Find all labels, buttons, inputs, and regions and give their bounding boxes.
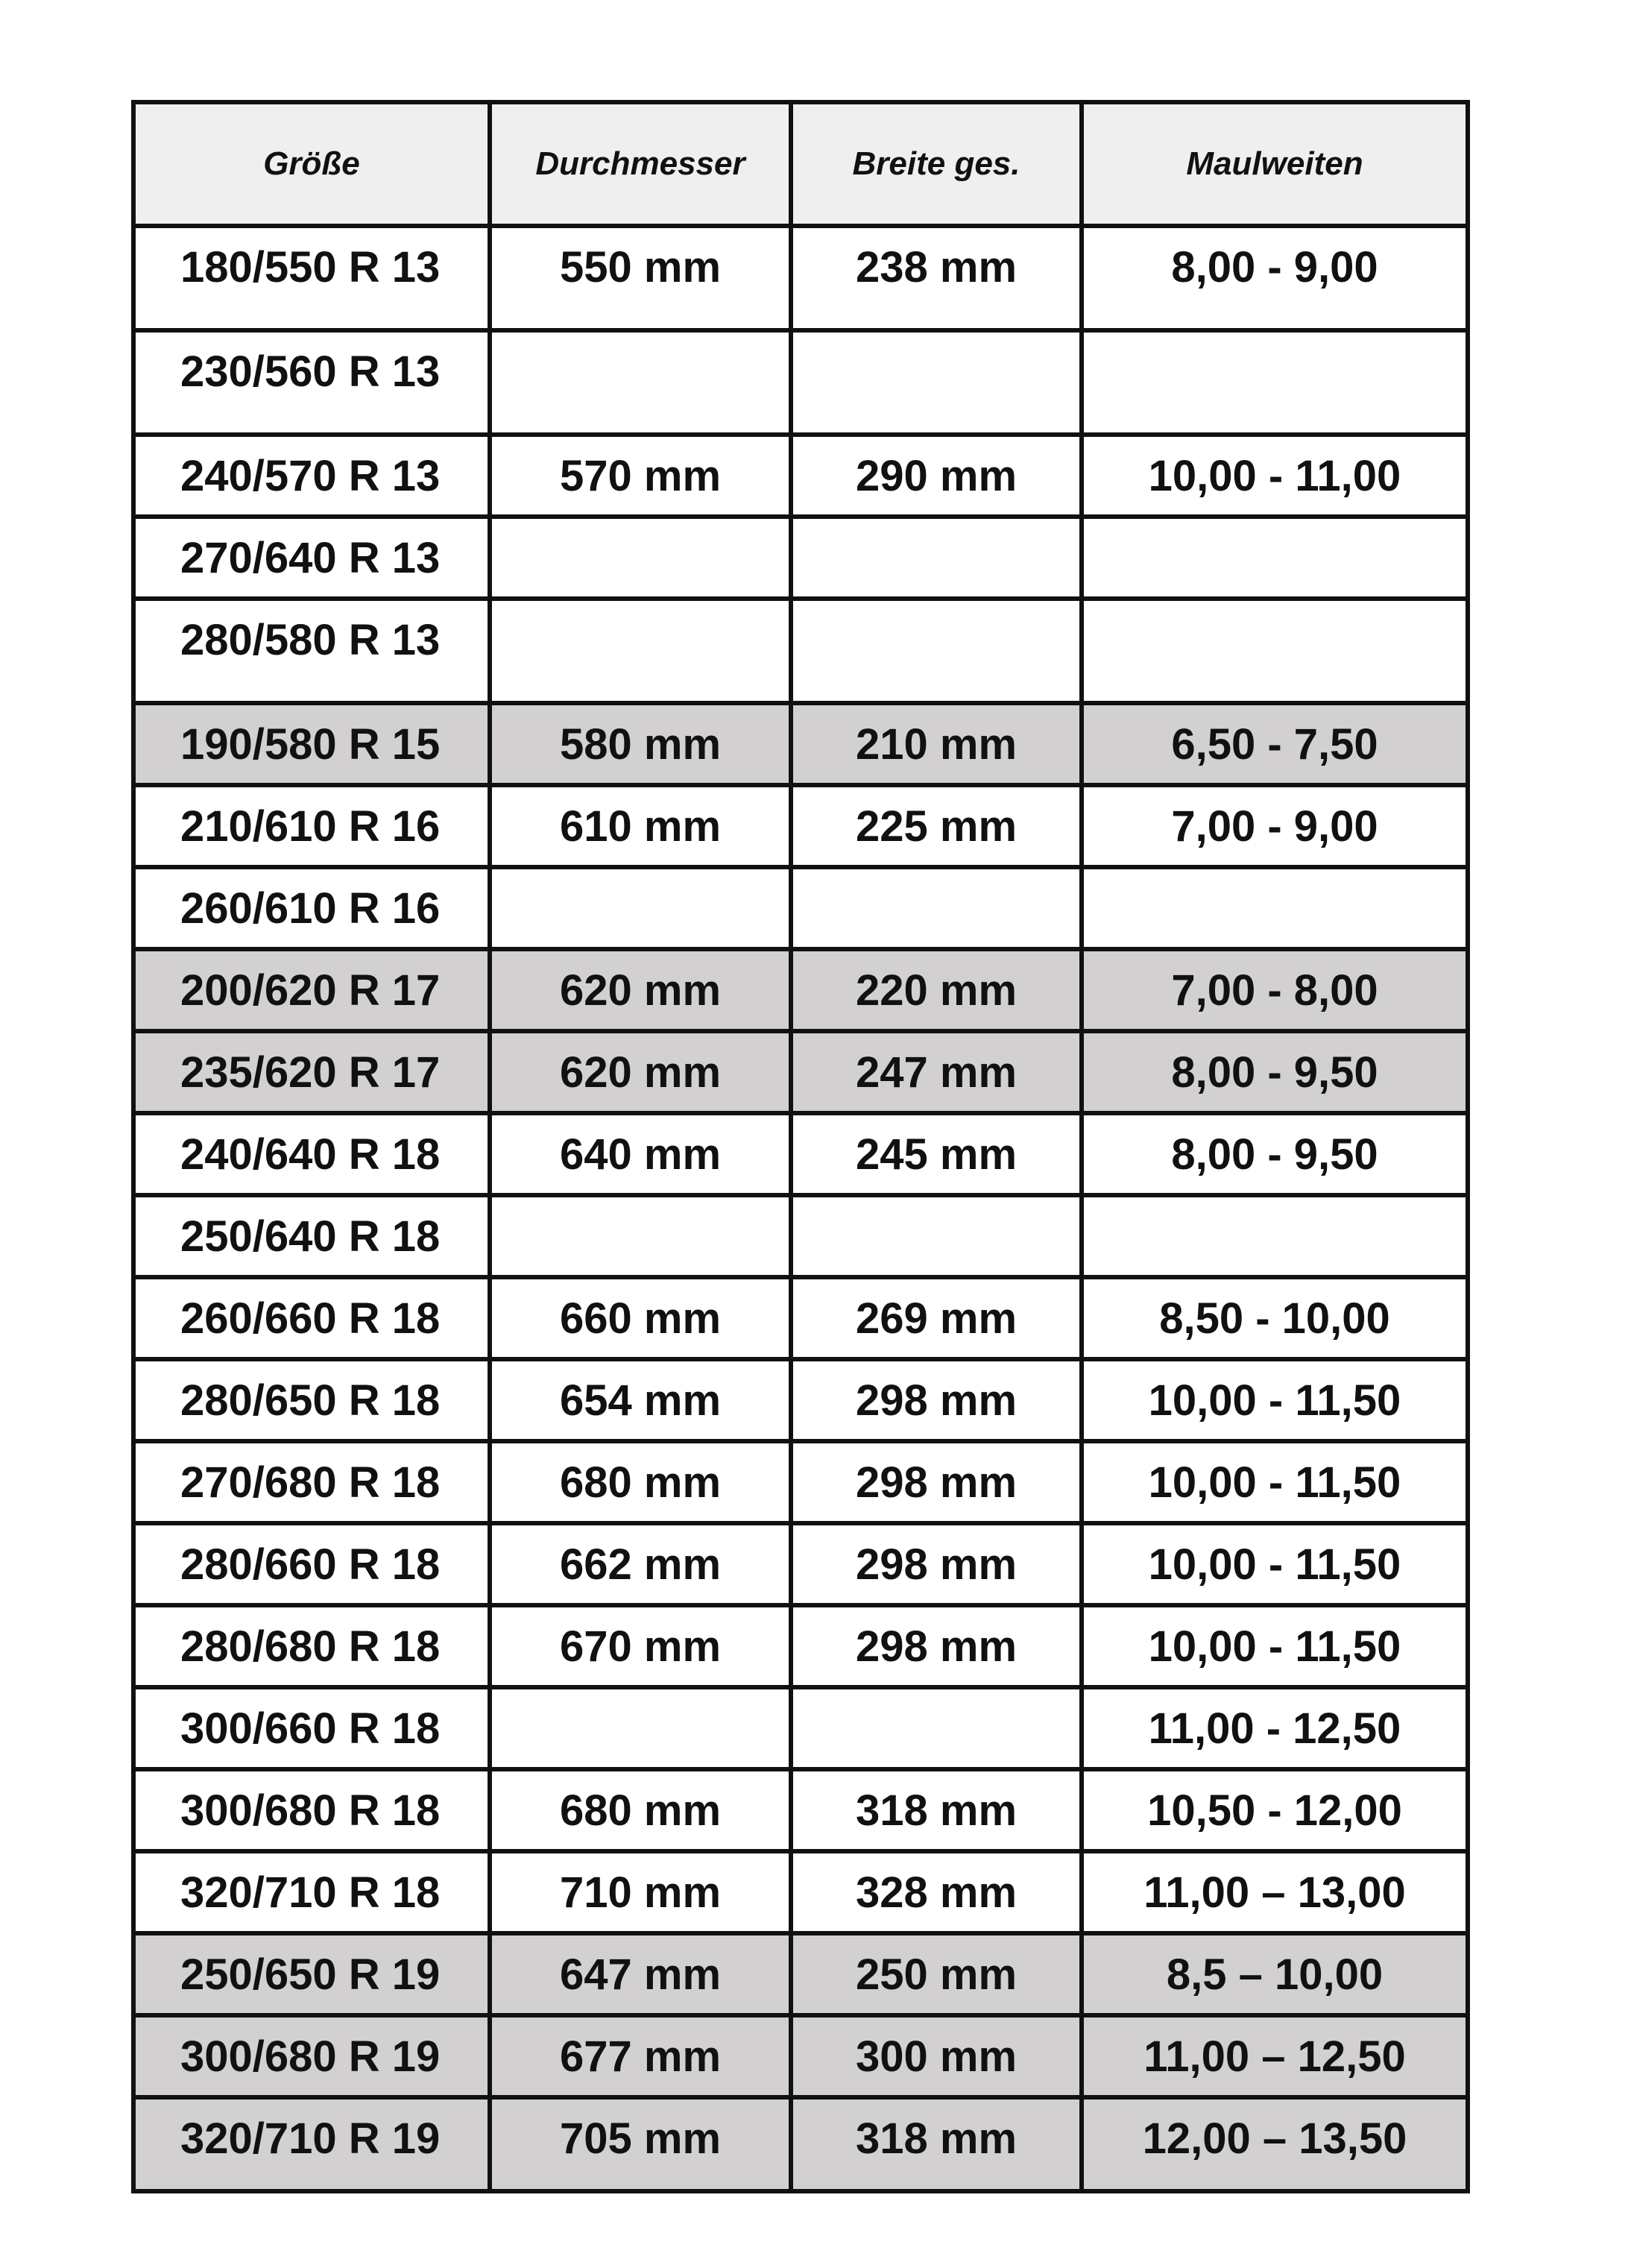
cell-size: 280/680 R 18 <box>133 1605 490 1687</box>
table-row <box>133 1031 1468 1113</box>
cell-diameter <box>490 599 791 703</box>
table-row <box>133 1359 1468 1441</box>
cell-width: 238 mm <box>791 226 1082 330</box>
header-breite: Breite ges. <box>791 102 1082 226</box>
cell-width: 225 mm <box>791 785 1082 867</box>
table-row <box>133 1605 1468 1687</box>
cell-rim-width: 12,00 – 13,50 <box>1082 2097 1468 2191</box>
cell-rim-width: 10,00 - 11,50 <box>1082 1441 1468 1523</box>
cell-size: 270/640 R 13 <box>133 517 490 599</box>
cell-rim-width: 8,00 - 9,50 <box>1082 1031 1468 1113</box>
table-row <box>133 867 1468 949</box>
cell-diameter: 654 mm <box>490 1359 791 1441</box>
cell-size: 300/680 R 18 <box>133 1769 490 1851</box>
table-row <box>133 1113 1468 1195</box>
cell-rim-width <box>1082 517 1468 599</box>
cell-rim-width <box>1082 867 1468 949</box>
cell-diameter <box>490 1687 791 1769</box>
table-row <box>133 1277 1468 1359</box>
cell-size: 190/580 R 15 <box>133 703 490 785</box>
cell-diameter: 620 mm <box>490 1031 791 1113</box>
cell-size: 260/610 R 16 <box>133 867 490 949</box>
cell-diameter: 710 mm <box>490 1851 791 1933</box>
cell-rim-width: 8,00 - 9,00 <box>1082 226 1468 330</box>
cell-size: 280/580 R 13 <box>133 599 490 703</box>
cell-width: 245 mm <box>791 1113 1082 1195</box>
cell-size: 180/550 R 13 <box>133 226 490 330</box>
cell-width: 250 mm <box>791 1933 1082 2015</box>
cell-width <box>791 599 1082 703</box>
table-row <box>133 949 1468 1031</box>
cell-rim-width: 8,50 - 10,00 <box>1082 1277 1468 1359</box>
cell-rim-width: 6,50 - 7,50 <box>1082 703 1468 785</box>
cell-width: 318 mm <box>791 1769 1082 1851</box>
cell-width <box>791 1195 1082 1277</box>
cell-diameter: 662 mm <box>490 1523 791 1605</box>
cell-size: 270/680 R 18 <box>133 1441 490 1523</box>
cell-width: 300 mm <box>791 2015 1082 2097</box>
cell-size: 320/710 R 19 <box>133 2097 490 2191</box>
cell-diameter: 647 mm <box>490 1933 791 2015</box>
cell-size: 280/650 R 18 <box>133 1359 490 1441</box>
cell-diameter <box>490 867 791 949</box>
cell-diameter: 580 mm <box>490 703 791 785</box>
cell-width: 298 mm <box>791 1359 1082 1441</box>
cell-width: 220 mm <box>791 949 1082 1031</box>
cell-diameter <box>490 330 791 435</box>
cell-width: 298 mm <box>791 1523 1082 1605</box>
cell-width <box>791 1687 1082 1769</box>
table-row <box>133 1441 1468 1523</box>
cell-size: 210/610 R 16 <box>133 785 490 867</box>
cell-diameter <box>490 1195 791 1277</box>
cell-diameter: 680 mm <box>490 1769 791 1851</box>
table-row <box>133 1195 1468 1277</box>
cell-rim-width: 7,00 - 9,00 <box>1082 785 1468 867</box>
cell-diameter <box>490 517 791 599</box>
cell-diameter: 660 mm <box>490 1277 791 1359</box>
cell-size: 250/640 R 18 <box>133 1195 490 1277</box>
cell-diameter: 705 mm <box>490 2097 791 2191</box>
header-durchmesser: Durchmesser <box>490 102 791 226</box>
cell-rim-width <box>1082 1195 1468 1277</box>
table-row <box>133 1933 1468 2015</box>
table-row <box>133 1851 1468 1933</box>
cell-width: 318 mm <box>791 2097 1082 2191</box>
header-maulweiten: Maulweiten <box>1082 102 1468 226</box>
cell-width: 290 mm <box>791 435 1082 517</box>
table-body <box>133 226 1468 2191</box>
table-row <box>133 435 1468 517</box>
table-row <box>133 1769 1468 1851</box>
cell-rim-width: 10,00 - 11,50 <box>1082 1605 1468 1687</box>
table-row <box>133 785 1468 867</box>
cell-rim-width <box>1082 330 1468 435</box>
table-row <box>133 517 1468 599</box>
cell-rim-width: 8,5 – 10,00 <box>1082 1933 1468 2015</box>
cell-rim-width <box>1082 599 1468 703</box>
cell-diameter: 640 mm <box>490 1113 791 1195</box>
table-row <box>133 2097 1468 2191</box>
cell-diameter: 670 mm <box>490 1605 791 1687</box>
cell-width: 210 mm <box>791 703 1082 785</box>
cell-size: 250/650 R 19 <box>133 1933 490 2015</box>
cell-rim-width: 10,50 - 12,00 <box>1082 1769 1468 1851</box>
cell-size: 320/710 R 18 <box>133 1851 490 1933</box>
cell-size: 235/620 R 17 <box>133 1031 490 1113</box>
cell-size: 200/620 R 17 <box>133 949 490 1031</box>
cell-rim-width: 11,00 – 12,50 <box>1082 2015 1468 2097</box>
cell-width: 247 mm <box>791 1031 1082 1113</box>
cell-size: 260/660 R 18 <box>133 1277 490 1359</box>
cell-size: 280/660 R 18 <box>133 1523 490 1605</box>
table-row <box>133 703 1468 785</box>
cell-diameter: 677 mm <box>490 2015 791 2097</box>
cell-size: 240/640 R 18 <box>133 1113 490 1195</box>
cell-size: 300/680 R 19 <box>133 2015 490 2097</box>
cell-diameter: 610 mm <box>490 785 791 867</box>
cell-width <box>791 517 1082 599</box>
cell-diameter: 570 mm <box>490 435 791 517</box>
table-row <box>133 330 1468 435</box>
cell-rim-width: 10,00 - 11,00 <box>1082 435 1468 517</box>
cell-width <box>791 330 1082 435</box>
table-row <box>133 2015 1468 2097</box>
cell-rim-width: 8,00 - 9,50 <box>1082 1113 1468 1195</box>
tire-size-table <box>131 100 1470 2193</box>
cell-rim-width: 11,00 – 13,00 <box>1082 1851 1468 1933</box>
cell-width: 298 mm <box>791 1441 1082 1523</box>
table-row <box>133 599 1468 703</box>
cell-diameter: 680 mm <box>490 1441 791 1523</box>
cell-rim-width: 11,00 - 12,50 <box>1082 1687 1468 1769</box>
cell-size: 300/660 R 18 <box>133 1687 490 1769</box>
cell-rim-width: 7,00 - 8,00 <box>1082 949 1468 1031</box>
cell-rim-width: 10,00 - 11,50 <box>1082 1523 1468 1605</box>
cell-width <box>791 867 1082 949</box>
cell-diameter: 620 mm <box>490 949 791 1031</box>
cell-width: 328 mm <box>791 1851 1082 1933</box>
header-groesse: Größe <box>133 102 490 226</box>
table-row <box>133 226 1468 330</box>
table-row <box>133 1523 1468 1605</box>
table-header-row <box>133 102 1468 226</box>
cell-size: 230/560 R 13 <box>133 330 490 435</box>
cell-width: 269 mm <box>791 1277 1082 1359</box>
cell-diameter: 550 mm <box>490 226 791 330</box>
cell-size: 240/570 R 13 <box>133 435 490 517</box>
cell-rim-width: 10,00 - 11,50 <box>1082 1359 1468 1441</box>
table-row <box>133 1687 1468 1769</box>
cell-width: 298 mm <box>791 1605 1082 1687</box>
